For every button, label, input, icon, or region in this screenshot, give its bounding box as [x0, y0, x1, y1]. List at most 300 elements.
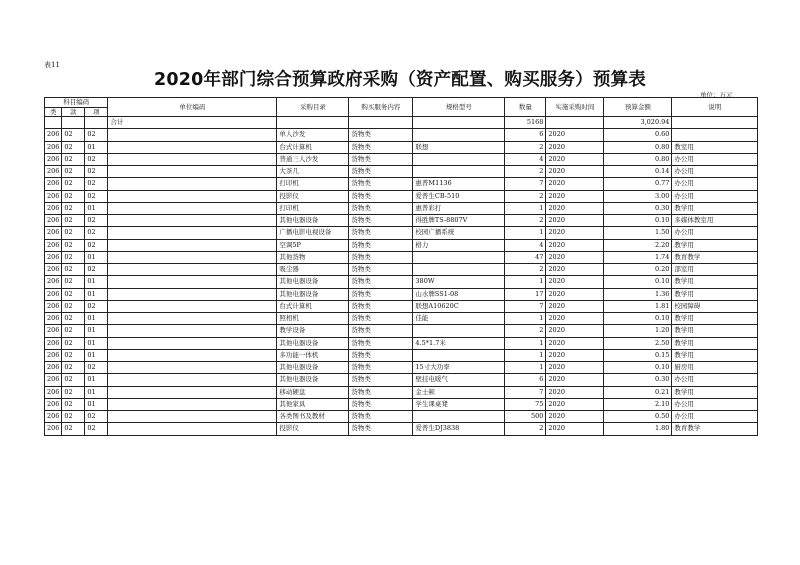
catalog-cell: 广播电影电视设备 — [277, 227, 349, 239]
time-cell: 2020 — [546, 141, 604, 153]
procurement-table — [44, 97, 758, 436]
table-row — [45, 264, 758, 276]
qty-cell: 7 — [505, 386, 546, 398]
kuan-cell: 02 — [62, 202, 85, 214]
lei-cell: 206 — [45, 398, 62, 410]
note-cell: 教学用 — [672, 386, 758, 398]
table-row — [45, 325, 758, 337]
xiang-cell: 02 — [85, 178, 108, 190]
total-label: 合计 — [108, 117, 277, 129]
qty-cell: 7 — [505, 300, 546, 312]
amount-cell: 1.80 — [604, 423, 672, 435]
note-cell: 办公用 — [672, 153, 758, 165]
qty-cell: 47 — [505, 251, 546, 263]
catalog-cell: 台式计算机 — [277, 141, 349, 153]
table-row — [45, 276, 758, 288]
xiang-header: 项 — [85, 107, 108, 117]
service-header: 购买服务内容 — [349, 98, 413, 117]
spec-cell — [413, 129, 505, 141]
note-cell: 办公用 — [672, 398, 758, 410]
table-row — [45, 166, 758, 178]
table-row — [45, 288, 758, 300]
service-cell: 货物类 — [349, 141, 413, 153]
kuan-cell: 02 — [62, 325, 85, 337]
note-cell: 教学用 — [672, 337, 758, 349]
lei-cell: 206 — [45, 313, 62, 325]
catalog-cell: 照相机 — [277, 313, 349, 325]
table-row — [45, 337, 758, 349]
qty-cell: 500 — [505, 411, 546, 423]
kuan-cell: 02 — [62, 251, 85, 263]
kuan-cell: 02 — [62, 423, 85, 435]
spec-cell: 15寸大功率 — [413, 362, 505, 374]
xiang-cell: 02 — [85, 300, 108, 312]
kuan-cell: 02 — [62, 276, 85, 288]
unit-code-cell — [108, 190, 277, 202]
catalog-cell: 普通三人沙发 — [277, 153, 349, 165]
unit-code-header: 单位编码 — [108, 98, 277, 117]
table-row — [45, 129, 758, 141]
service-cell: 货物类 — [349, 276, 413, 288]
catalog-cell: 其他电器设备 — [277, 362, 349, 374]
unit-code-cell — [108, 398, 277, 410]
time-cell: 2020 — [546, 178, 604, 190]
unit-code-cell — [108, 215, 277, 227]
xiang-cell: 02 — [85, 411, 108, 423]
spec-cell: 佳能 — [413, 313, 505, 325]
time-cell: 2020 — [546, 264, 604, 276]
note-cell: 办公用 — [672, 178, 758, 190]
amount-cell: 0.60 — [604, 129, 672, 141]
unit-code-cell — [108, 411, 277, 423]
table-row — [45, 215, 758, 227]
amount-cell: 1.74 — [604, 251, 672, 263]
table-row — [45, 374, 758, 386]
table-row — [45, 386, 758, 398]
xiang-cell: 02 — [85, 362, 108, 374]
amount-cell: 1.36 — [604, 288, 672, 300]
table-row — [45, 190, 758, 202]
spec-cell: 联想A10620C — [413, 300, 505, 312]
qty-cell: 1 — [505, 349, 546, 361]
service-cell: 货物类 — [349, 337, 413, 349]
service-cell: 货物类 — [349, 362, 413, 374]
qty-cell: 4 — [505, 239, 546, 251]
amount-cell: 0.10 — [604, 313, 672, 325]
note-cell: 办公用 — [672, 374, 758, 386]
total-qty: 5168 — [505, 117, 546, 129]
spec-cell: 格力 — [413, 239, 505, 251]
kuan-cell: 02 — [62, 398, 85, 410]
qty-cell: 1 — [505, 337, 546, 349]
xiang-cell: 02 — [85, 153, 108, 165]
amount-cell: 2.50 — [604, 337, 672, 349]
catalog-cell: 移动硬盘 — [277, 386, 349, 398]
lei-cell: 206 — [45, 411, 62, 423]
note-cell: 办公用 — [672, 227, 758, 239]
xiang-cell: 02 — [85, 129, 108, 141]
lei-cell: 206 — [45, 141, 62, 153]
amount-cell: 0.10 — [604, 276, 672, 288]
amount-cell: 0.10 — [604, 362, 672, 374]
qty-cell: 6 — [505, 129, 546, 141]
spec-cell — [413, 411, 505, 423]
xiang-cell: 01 — [85, 337, 108, 349]
spec-cell: 惠普彩打 — [413, 202, 505, 214]
lei-cell: 206 — [45, 337, 62, 349]
time-cell: 2020 — [546, 166, 604, 178]
qty-header: 数量 — [505, 98, 546, 117]
time-cell: 2020 — [546, 411, 604, 423]
service-cell: 货物类 — [349, 423, 413, 435]
lei-cell: 206 — [45, 300, 62, 312]
spec-cell — [413, 349, 505, 361]
xiang-cell: 01 — [85, 374, 108, 386]
qty-cell: 17 — [505, 288, 546, 300]
unit-label: 单位：万元 — [700, 91, 733, 99]
qty-cell: 2 — [505, 141, 546, 153]
service-cell: 货物类 — [349, 264, 413, 276]
kuan-header: 款 — [62, 107, 85, 117]
time-cell: 2020 — [546, 288, 604, 300]
lei-cell: 206 — [45, 215, 62, 227]
unit-code-cell — [108, 129, 277, 141]
table-row — [45, 178, 758, 190]
unit-code-cell — [108, 374, 277, 386]
lei-header: 类 — [45, 107, 62, 117]
spec-header: 规格型号 — [413, 98, 505, 117]
service-cell: 货物类 — [349, 227, 413, 239]
catalog-cell: 大茶几 — [277, 166, 349, 178]
catalog-cell: 台式计算机 — [277, 300, 349, 312]
note-cell: 办公用 — [672, 411, 758, 423]
unit-code-cell — [108, 251, 277, 263]
xiang-cell: 02 — [85, 264, 108, 276]
xiang-cell: 02 — [85, 239, 108, 251]
unit-code-cell — [108, 349, 277, 361]
service-cell: 货物类 — [349, 300, 413, 312]
spec-cell: 爱普生CB-510 — [413, 190, 505, 202]
table-row — [45, 349, 758, 361]
catalog-cell: 投影仪 — [277, 423, 349, 435]
table-row — [45, 362, 758, 374]
amount-cell: 0.10 — [604, 215, 672, 227]
catalog-cell: 其他电器设备 — [277, 337, 349, 349]
kuan-cell: 02 — [62, 337, 85, 349]
note-cell: 教学用 — [672, 202, 758, 214]
subject-code-header: 科目编码 — [45, 98, 108, 108]
table-row — [45, 398, 758, 410]
amount-cell: 1.50 — [604, 227, 672, 239]
total-amount: 3,020.94 — [604, 117, 672, 129]
qty-cell: 7 — [505, 178, 546, 190]
lei-cell: 206 — [45, 276, 62, 288]
spec-cell: 学生课桌凳 — [413, 398, 505, 410]
time-cell: 2020 — [546, 362, 604, 374]
unit-code-cell — [108, 276, 277, 288]
time-cell: 2020 — [546, 374, 604, 386]
lei-cell: 206 — [45, 349, 62, 361]
spec-cell: 联想 — [413, 141, 505, 153]
spec-cell — [413, 264, 505, 276]
note-cell: 办公用 — [672, 166, 758, 178]
spec-cell: 得胜牌TS-8807V — [413, 215, 505, 227]
amount-cell: 0.80 — [604, 141, 672, 153]
time-cell: 2020 — [546, 313, 604, 325]
lei-cell: 206 — [45, 362, 62, 374]
spec-cell — [413, 325, 505, 337]
time-cell: 2020 — [546, 423, 604, 435]
xiang-cell: 02 — [85, 227, 108, 239]
catalog-cell: 其他电器设备 — [277, 215, 349, 227]
table-row — [45, 239, 758, 251]
spec-cell: 金士顿 — [413, 386, 505, 398]
service-cell: 货物类 — [349, 129, 413, 141]
amount-cell: 0.77 — [604, 178, 672, 190]
qty-cell: 6 — [505, 374, 546, 386]
catalog-cell: 单人沙发 — [277, 129, 349, 141]
xiang-cell: 01 — [85, 313, 108, 325]
unit-code-cell — [108, 166, 277, 178]
unit-code-cell — [108, 178, 277, 190]
unit-code-cell — [108, 239, 277, 251]
amount-header: 预算金额 — [604, 98, 672, 117]
note-cell: 校园障碍 — [672, 300, 758, 312]
xiang-cell: 01 — [85, 276, 108, 288]
kuan-cell: 02 — [62, 227, 85, 239]
amount-cell: 0.14 — [604, 166, 672, 178]
unit-code-cell — [108, 362, 277, 374]
service-cell: 货物类 — [349, 398, 413, 410]
xiang-cell: 01 — [85, 251, 108, 263]
catalog-cell: 其他货物 — [277, 251, 349, 263]
time-cell: 2020 — [546, 129, 604, 141]
unit-code-cell — [108, 153, 277, 165]
lei-cell: 206 — [45, 264, 62, 276]
kuan-cell: 02 — [62, 264, 85, 276]
xiang-cell: 01 — [85, 202, 108, 214]
catalog-cell: 各类图书及教材 — [277, 411, 349, 423]
lei-cell: 206 — [45, 153, 62, 165]
table-row — [45, 411, 758, 423]
spec-cell — [413, 251, 505, 263]
unit-code-cell — [108, 264, 277, 276]
time-cell: 2020 — [546, 251, 604, 263]
header-row-1 — [45, 98, 758, 108]
spec-cell: 爱普生DJ3838 — [413, 423, 505, 435]
qty-cell: 2 — [505, 423, 546, 435]
note-cell: 办公用 — [672, 190, 758, 202]
unit-code-cell — [108, 141, 277, 153]
time-cell: 2020 — [546, 337, 604, 349]
note-cell: 教育教学 — [672, 251, 758, 263]
kuan-cell: 02 — [62, 239, 85, 251]
catalog-cell: 打印机 — [277, 202, 349, 214]
xiang-cell: 01 — [85, 288, 108, 300]
amount-cell: 1.81 — [604, 300, 672, 312]
time-header: 实施采购时间 — [546, 98, 604, 117]
qty-cell: 2 — [505, 264, 546, 276]
service-cell: 货物类 — [349, 153, 413, 165]
catalog-cell: 其他电器设备 — [277, 288, 349, 300]
kuan-cell: 02 — [62, 313, 85, 325]
kuan-cell: 02 — [62, 153, 85, 165]
kuan-cell: 02 — [62, 386, 85, 398]
service-cell: 货物类 — [349, 288, 413, 300]
lei-cell: 206 — [45, 386, 62, 398]
note-cell: 教室用 — [672, 141, 758, 153]
service-cell: 货物类 — [349, 215, 413, 227]
xiang-cell: 01 — [85, 398, 108, 410]
amount-cell: 3.00 — [604, 190, 672, 202]
unit-code-cell — [108, 202, 277, 214]
time-cell: 2020 — [546, 239, 604, 251]
service-cell: 货物类 — [349, 374, 413, 386]
qty-cell: 75 — [505, 398, 546, 410]
kuan-cell: 02 — [62, 349, 85, 361]
catalog-cell: 教学设备 — [277, 325, 349, 337]
service-cell: 货物类 — [349, 411, 413, 423]
spec-cell: 壁挂电暖气 — [413, 374, 505, 386]
catalog-cell: 投影仪 — [277, 190, 349, 202]
lei-cell: 206 — [45, 423, 62, 435]
kuan-cell: 02 — [62, 141, 85, 153]
amount-cell: 0.30 — [604, 202, 672, 214]
kuan-cell: 02 — [62, 178, 85, 190]
table-row — [45, 227, 758, 239]
xiang-cell: 01 — [85, 349, 108, 361]
kuan-cell: 02 — [62, 166, 85, 178]
note-cell: 教学用 — [672, 239, 758, 251]
amount-cell: 0.15 — [604, 349, 672, 361]
kuan-cell: 02 — [62, 300, 85, 312]
note-cell: 教学用 — [672, 276, 758, 288]
catalog-cell: 打印机 — [277, 178, 349, 190]
xiang-cell: 01 — [85, 386, 108, 398]
lei-cell: 206 — [45, 239, 62, 251]
note-cell: 教学用 — [672, 313, 758, 325]
xiang-cell: 02 — [85, 166, 108, 178]
qty-cell: 1 — [505, 313, 546, 325]
note-cell: 教学用 — [672, 325, 758, 337]
xiang-cell: 02 — [85, 190, 108, 202]
kuan-cell: 02 — [62, 215, 85, 227]
spec-cell: 4.5*1.7米 — [413, 337, 505, 349]
qty-cell: 1 — [505, 362, 546, 374]
service-cell: 货物类 — [349, 190, 413, 202]
spec-cell: 380W — [413, 276, 505, 288]
note-cell — [672, 129, 758, 141]
unit-code-cell — [108, 386, 277, 398]
xiang-cell: 02 — [85, 215, 108, 227]
table-row — [45, 423, 758, 435]
qty-cell: 2 — [505, 190, 546, 202]
spec-cell: 山水牌SS1-08 — [413, 288, 505, 300]
page-title: 2020年部门综合预算政府采购（资产配置、购买服务）预算表 — [153, 70, 646, 90]
service-cell: 货物类 — [349, 349, 413, 361]
amount-cell: 0.20 — [604, 264, 672, 276]
spec-cell — [413, 166, 505, 178]
unit-code-cell — [108, 313, 277, 325]
qty-cell: 1 — [505, 227, 546, 239]
catalog-cell: 吸尘器 — [277, 264, 349, 276]
table-row — [45, 313, 758, 325]
qty-cell: 2 — [505, 325, 546, 337]
unit-code-cell — [108, 227, 277, 239]
note-cell: 部室用 — [672, 264, 758, 276]
qty-cell: 1 — [505, 202, 546, 214]
table-row — [45, 300, 758, 312]
lei-cell: 206 — [45, 251, 62, 263]
amount-cell: 0.50 — [604, 411, 672, 423]
lei-cell: 206 — [45, 325, 62, 337]
note-cell: 教育教学 — [672, 423, 758, 435]
catalog-cell: 空调5P — [277, 239, 349, 251]
service-cell: 货物类 — [349, 202, 413, 214]
amount-cell: 2.10 — [604, 398, 672, 410]
time-cell: 2020 — [546, 300, 604, 312]
catalog-cell: 其他家具 — [277, 398, 349, 410]
catalog-cell: 其他电器设备 — [277, 276, 349, 288]
note-cell: 厨房用 — [672, 362, 758, 374]
service-cell: 货物类 — [349, 313, 413, 325]
unit-code-cell — [108, 325, 277, 337]
qty-cell: 2 — [505, 166, 546, 178]
spec-cell: 校园广播系统 — [413, 227, 505, 239]
time-cell: 2020 — [546, 398, 604, 410]
table-row — [45, 141, 758, 153]
lei-cell: 206 — [45, 374, 62, 386]
unit-code-cell — [108, 288, 277, 300]
kuan-cell: 02 — [62, 190, 85, 202]
service-cell: 货物类 — [349, 239, 413, 251]
time-cell: 2020 — [546, 276, 604, 288]
note-cell: 教学用 — [672, 288, 758, 300]
table-number: 表11 — [44, 61, 60, 69]
catalog-header: 采购目录 — [277, 98, 349, 117]
amount-cell: 0.80 — [604, 153, 672, 165]
amount-cell: 0.30 — [604, 374, 672, 386]
service-cell: 货物类 — [349, 386, 413, 398]
qty-cell: 1 — [505, 276, 546, 288]
note-cell: 教学用 — [672, 349, 758, 361]
time-cell: 2020 — [546, 325, 604, 337]
xiang-cell: 02 — [85, 423, 108, 435]
time-cell: 2020 — [546, 190, 604, 202]
lei-cell: 206 — [45, 288, 62, 300]
total-row — [45, 117, 758, 129]
time-cell: 2020 — [546, 202, 604, 214]
qty-cell: 4 — [505, 153, 546, 165]
amount-cell: 0.21 — [604, 386, 672, 398]
spec-cell: 惠普M1136 — [413, 178, 505, 190]
qty-cell: 2 — [505, 215, 546, 227]
unit-code-cell — [108, 300, 277, 312]
xiang-cell: 01 — [85, 325, 108, 337]
lei-cell: 206 — [45, 166, 62, 178]
service-cell: 货物类 — [349, 251, 413, 263]
time-cell: 2020 — [546, 386, 604, 398]
kuan-cell: 02 — [62, 129, 85, 141]
lei-cell: 206 — [45, 178, 62, 190]
kuan-cell: 02 — [62, 374, 85, 386]
amount-cell: 2.20 — [604, 239, 672, 251]
table-row — [45, 202, 758, 214]
spec-cell — [413, 153, 505, 165]
catalog-cell: 其他电器设备 — [277, 374, 349, 386]
lei-cell: 206 — [45, 202, 62, 214]
kuan-cell: 02 — [62, 411, 85, 423]
